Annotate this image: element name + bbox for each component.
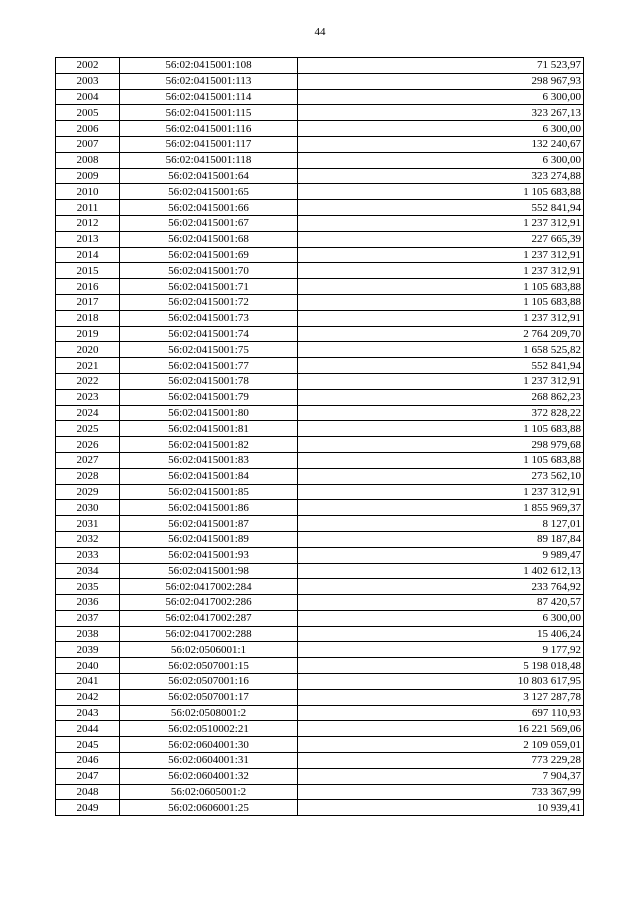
table-body [56,58,584,816]
cadastral-value-cell: 298 979,68 [298,437,584,453]
row-number-cell: 2016 [56,279,120,295]
row-number-cell: 2032 [56,531,120,547]
table-row [56,626,584,642]
row-number-cell: 2034 [56,563,120,579]
cadastral-value-cell: 552 841,94 [298,358,584,374]
cadastral-value-cell: 1 237 312,91 [298,215,584,231]
table-row [56,121,584,137]
table-row [56,73,584,89]
cadastral-number-cell: 56:02:0417002:287 [120,610,298,626]
row-number-cell: 2008 [56,152,120,168]
cadastral-number-cell: 56:02:0415001:83 [120,452,298,468]
table-row [56,563,584,579]
table-row [56,721,584,737]
cadastral-value-cell: 273 562,10 [298,468,584,484]
table-row [56,800,584,816]
row-number-cell: 2009 [56,168,120,184]
table-row [56,389,584,405]
cadastral-value-cell: 323 267,13 [298,105,584,121]
table-row [56,294,584,310]
cadastral-number-cell: 56:02:0415001:85 [120,484,298,500]
cadastral-value-cell: 10 803 617,95 [298,674,584,690]
cadastral-value-cell: 298 967,93 [298,73,584,89]
table-row [56,184,584,200]
cadastral-value-cell: 1 105 683,88 [298,452,584,468]
cadastral-value-cell: 71 523,97 [298,58,584,74]
cadastral-value-cell: 1 237 312,91 [298,484,584,500]
table-row [56,89,584,105]
row-number-cell: 2046 [56,753,120,769]
cadastral-value-cell: 733 367,99 [298,784,584,800]
table-row [56,642,584,658]
table-row [56,595,584,611]
table-row [56,326,584,342]
cadastral-number-cell: 56:02:0415001:89 [120,531,298,547]
cadastral-number-cell: 56:02:0415001:68 [120,231,298,247]
table-row [56,705,584,721]
cadastral-number-cell: 56:02:0415001:71 [120,279,298,295]
row-number-cell: 2019 [56,326,120,342]
cadastral-number-cell: 56:02:0415001:78 [120,373,298,389]
cadastral-value-cell: 15 406,24 [298,626,584,642]
row-number-cell: 2042 [56,689,120,705]
row-number-cell: 2002 [56,58,120,74]
cadastral-number-cell: 56:02:0415001:118 [120,152,298,168]
row-number-cell: 2018 [56,310,120,326]
table-row [56,358,584,374]
row-number-cell: 2030 [56,500,120,516]
cadastral-number-cell: 56:02:0415001:82 [120,437,298,453]
table-row [56,58,584,74]
cadastral-number-cell: 56:02:0415001:86 [120,500,298,516]
row-number-cell: 2027 [56,452,120,468]
table-row [56,105,584,121]
table-row [56,484,584,500]
table-row [56,421,584,437]
table-row [56,579,584,595]
cadastral-value-cell: 323 274,88 [298,168,584,184]
cadastral-value-cell: 697 110,93 [298,705,584,721]
table-row [56,531,584,547]
table-row [56,247,584,263]
cadastral-number-cell: 56:02:0506001:1 [120,642,298,658]
table-row [56,468,584,484]
row-number-cell: 2038 [56,626,120,642]
cadastral-number-cell: 56:02:0415001:87 [120,516,298,532]
table-row [56,768,584,784]
cadastral-value-cell: 7 904,37 [298,768,584,784]
cadastral-value-cell: 6 300,00 [298,89,584,105]
row-number-cell: 2037 [56,610,120,626]
table-row [56,136,584,152]
table-row [56,263,584,279]
row-number-cell: 2041 [56,674,120,690]
cadastral-number-cell: 56:02:0606001:25 [120,800,298,816]
cadastral-number-cell: 56:02:0604001:32 [120,768,298,784]
cadastral-number-cell: 56:02:0415001:65 [120,184,298,200]
table-row [56,231,584,247]
table-row [56,437,584,453]
cadastral-value-cell: 773 229,28 [298,753,584,769]
cadastral-value-cell: 1 105 683,88 [298,279,584,295]
table-row [56,405,584,421]
cadastral-number-cell: 56:02:0415001:113 [120,73,298,89]
row-number-cell: 2047 [56,768,120,784]
cadastral-number-cell: 56:02:0510002:21 [120,721,298,737]
cadastral-value-cell: 1 105 683,88 [298,294,584,310]
table-row [56,168,584,184]
cadastral-value-cell: 10 939,41 [298,800,584,816]
table-row [56,753,584,769]
cadastral-value-cell: 1 237 312,91 [298,263,584,279]
cadastral-number-cell: 56:02:0415001:80 [120,405,298,421]
cadastral-value-cell: 1 402 612,13 [298,563,584,579]
row-number-cell: 2020 [56,342,120,358]
cadastral-number-cell: 56:02:0415001:93 [120,547,298,563]
cadastral-number-cell: 56:02:0415001:108 [120,58,298,74]
cadastral-value-cell: 2 764 209,70 [298,326,584,342]
cadastral-number-cell: 56:02:0417002:284 [120,579,298,595]
table-row [56,737,584,753]
cadastral-value-cell: 1 658 525,82 [298,342,584,358]
cadastral-value-cell: 87 420,57 [298,595,584,611]
cadastral-value-cell: 16 221 569,06 [298,721,584,737]
cadastral-value-cell: 6 300,00 [298,610,584,626]
table-row [56,547,584,563]
table-row [56,658,584,674]
table-row [56,500,584,516]
row-number-cell: 2007 [56,136,120,152]
row-number-cell: 2003 [56,73,120,89]
cadastral-value-cell: 8 127,01 [298,516,584,532]
row-number-cell: 2035 [56,579,120,595]
row-number-cell: 2029 [56,484,120,500]
cadastral-number-cell: 56:02:0417002:288 [120,626,298,642]
cadastral-value-cell: 2 109 059,01 [298,737,584,753]
cadastral-value-cell: 5 198 018,48 [298,658,584,674]
table-row [56,152,584,168]
row-number-cell: 2013 [56,231,120,247]
cadastral-number-cell: 56:02:0508001:2 [120,705,298,721]
cadastral-number-cell: 56:02:0415001:117 [120,136,298,152]
cadastral-number-cell: 56:02:0507001:17 [120,689,298,705]
row-number-cell: 2045 [56,737,120,753]
table-row [56,279,584,295]
cadastral-number-cell: 56:02:0415001:74 [120,326,298,342]
row-number-cell: 2010 [56,184,120,200]
cadastral-value-cell: 9 177,92 [298,642,584,658]
cadastral-number-cell: 56:02:0415001:79 [120,389,298,405]
cadastral-number-cell: 56:02:0415001:115 [120,105,298,121]
cadastral-number-cell: 56:02:0415001:116 [120,121,298,137]
cadastral-number-cell: 56:02:0415001:114 [120,89,298,105]
cadastral-value-cell: 132 240,67 [298,136,584,152]
row-number-cell: 2015 [56,263,120,279]
row-number-cell: 2025 [56,421,120,437]
cadastral-number-cell: 56:02:0415001:73 [120,310,298,326]
cadastral-value-cell: 268 862,23 [298,389,584,405]
cadastral-number-cell: 56:02:0415001:67 [120,215,298,231]
row-number-cell: 2011 [56,200,120,216]
row-number-cell: 2014 [56,247,120,263]
cadastral-number-cell: 56:02:0415001:64 [120,168,298,184]
cadastral-value-table [55,57,584,816]
page-number: 44 [314,26,326,38]
row-number-cell: 2036 [56,595,120,611]
table-row [56,452,584,468]
cadastral-value-cell: 372 828,22 [298,405,584,421]
row-number-cell: 2022 [56,373,120,389]
table-row [56,342,584,358]
cadastral-number-cell: 56:02:0415001:69 [120,247,298,263]
table-row [56,310,584,326]
cadastral-number-cell: 56:02:0417002:286 [120,595,298,611]
row-number-cell: 2031 [56,516,120,532]
cadastral-number-cell: 56:02:0415001:84 [120,468,298,484]
table-row [56,610,584,626]
cadastral-value-cell: 227 665,39 [298,231,584,247]
row-number-cell: 2005 [56,105,120,121]
row-number-cell: 2028 [56,468,120,484]
cadastral-number-cell: 56:02:0605001:2 [120,784,298,800]
table-row [56,200,584,216]
cadastral-number-cell: 56:02:0415001:72 [120,294,298,310]
table-row [56,689,584,705]
cadastral-number-cell: 56:02:0604001:31 [120,753,298,769]
row-number-cell: 2049 [56,800,120,816]
row-number-cell: 2006 [56,121,120,137]
cadastral-value-cell: 1 237 312,91 [298,373,584,389]
row-number-cell: 2043 [56,705,120,721]
cadastral-value-cell: 1 237 312,91 [298,247,584,263]
cadastral-value-cell: 552 841,94 [298,200,584,216]
table-row [56,516,584,532]
row-number-cell: 2026 [56,437,120,453]
cadastral-number-cell: 56:02:0507001:15 [120,658,298,674]
cadastral-value-cell: 1 237 312,91 [298,310,584,326]
row-number-cell: 2012 [56,215,120,231]
table-row [56,373,584,389]
cadastral-number-cell: 56:02:0415001:81 [120,421,298,437]
cadastral-number-cell: 56:02:0415001:70 [120,263,298,279]
row-number-cell: 2004 [56,89,120,105]
cadastral-number-cell: 56:02:0415001:77 [120,358,298,374]
table-row [56,784,584,800]
table-row [56,674,584,690]
row-number-cell: 2023 [56,389,120,405]
cadastral-value-cell: 233 764,92 [298,579,584,595]
cadastral-number-cell: 56:02:0415001:66 [120,200,298,216]
cadastral-value-cell: 6 300,00 [298,152,584,168]
cadastral-number-cell: 56:02:0604001:30 [120,737,298,753]
row-number-cell: 2048 [56,784,120,800]
cadastral-value-cell: 1 105 683,88 [298,184,584,200]
row-number-cell: 2044 [56,721,120,737]
cadastral-number-cell: 56:02:0415001:75 [120,342,298,358]
table-row [56,215,584,231]
row-number-cell: 2040 [56,658,120,674]
cadastral-number-cell: 56:02:0507001:16 [120,674,298,690]
row-number-cell: 2017 [56,294,120,310]
row-number-cell: 2033 [56,547,120,563]
row-number-cell: 2021 [56,358,120,374]
cadastral-value-cell: 1 855 969,37 [298,500,584,516]
cadastral-number-cell: 56:02:0415001:98 [120,563,298,579]
cadastral-value-cell: 6 300,00 [298,121,584,137]
row-number-cell: 2024 [56,405,120,421]
cadastral-value-cell: 1 105 683,88 [298,421,584,437]
cadastral-value-cell: 9 989,47 [298,547,584,563]
row-number-cell: 2039 [56,642,120,658]
cadastral-value-cell: 89 187,84 [298,531,584,547]
cadastral-value-cell: 3 127 287,78 [298,689,584,705]
